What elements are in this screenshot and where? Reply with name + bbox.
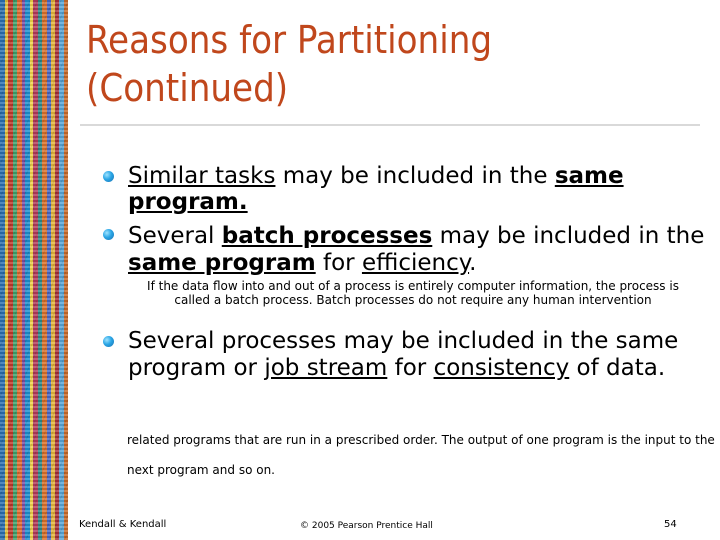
bullet-text: may be included in the: [432, 223, 705, 249]
underlined-term: Similar tasks: [128, 163, 276, 189]
title-line-2: (Continued): [86, 66, 289, 110]
title-divider: [80, 124, 700, 126]
decorative-stripe: [0, 0, 68, 540]
underlined-term: batch processes: [221, 223, 433, 249]
bullet-text: Several: [128, 223, 222, 249]
bullet-icon: [103, 336, 114, 347]
bullet-text: of data.: [569, 355, 666, 381]
footer-author: Kendall & Kendall: [79, 519, 167, 530]
bullet-text: Several processes may be included in the same program or: [128, 328, 679, 381]
bullet-text: for: [315, 250, 362, 276]
underlined-term: consistency: [433, 355, 570, 381]
footer-copyright: © 2005 Pearson Prentice Hall: [300, 521, 433, 531]
bullet-similar-tasks: [128, 163, 708, 215]
underlined-term: efficiency: [361, 250, 470, 276]
bullet-text: may be included in the: [275, 163, 555, 189]
underlined-term: same program.: [128, 163, 624, 215]
page-number: 54: [664, 519, 677, 530]
bullet-text: .: [469, 250, 477, 276]
bullet-job-stream: [128, 328, 688, 382]
job-stream-note: related programs that are run in a prescribed order. The output of one program is the input to the next program and so on.: [127, 433, 715, 477]
bullet-icon: [103, 229, 114, 240]
underlined-term: job stream: [264, 355, 388, 381]
title-line-1: Reasons for Partitioning: [86, 18, 493, 62]
bullet-text: for: [387, 355, 434, 381]
batch-process-note: If the data flow into and out of a process is entirely computer information, the process is called a batch process. Batch processes do not require any human intervention: [147, 279, 679, 307]
bullet-icon: [103, 171, 114, 182]
bullet-batch-processes: [128, 223, 708, 277]
underlined-term: same program: [128, 250, 316, 276]
slide-title: [86, 16, 492, 112]
